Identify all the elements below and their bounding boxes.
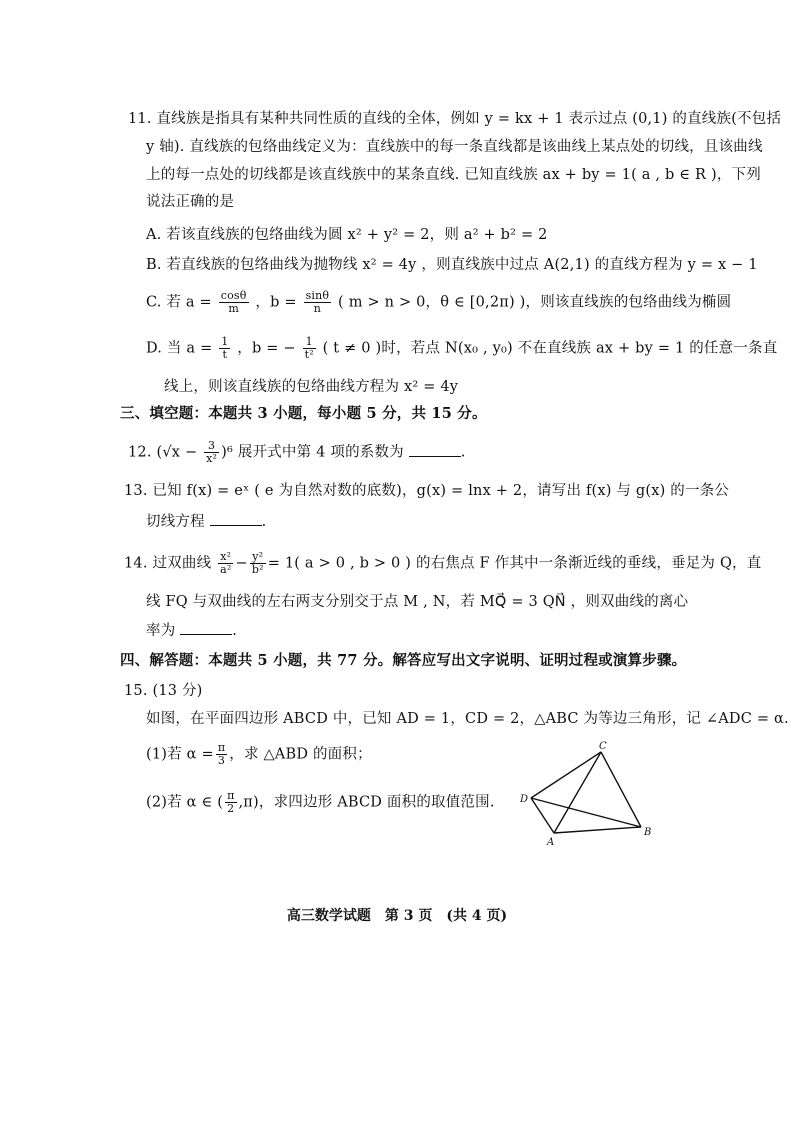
q11-option-d-line-2: 线上，则该直线族的包络曲线方程为 x² = 4y (164, 379, 459, 395)
edge-dc (531, 752, 601, 798)
section-3-heading: 三、填空题：本题共 3 小题，每小题 5 分，共 15 分。 (120, 405, 487, 422)
q14-line-3: 率为 . (146, 620, 237, 640)
quadrilateral-figure (515, 740, 665, 850)
q13-line-2: 切线方程 . (146, 511, 266, 531)
vertex-label-a: A (547, 837, 555, 848)
fraction: $\frac{\pi}{2}$ (227, 789, 235, 815)
page-footer: 高三数学试题 第 3 页 (共 4 页) (286, 908, 508, 924)
q11-option-c: C. 若 a = $\frac{\cos\theta}{m}$ ，b = $\frac{\sin\theta}{n}$ ( m > n > 0，θ ∈ [0,2π) )，则该直线族的包络曲线为椭圆 (146, 289, 732, 315)
fraction: $\frac{\text{x²}}{\text{a²}}$ (220, 550, 232, 576)
fraction: $\frac{\text{y²}}{\text{b²}}$ (251, 550, 264, 576)
q11-option-a: A. 若该直线族的包络曲线为圆 x² + y² = 2，则 a² + b² = 2 (146, 227, 548, 243)
fraction: $\frac{\cos\theta}{m}$ (220, 289, 247, 315)
q11-option-b: B. 若直线族的包络曲线为抛物线 x² = 4y ，则直线族中过点 A(2,1) 的直线方程为 y = x − 1 (146, 257, 758, 273)
q11-line-3: 上的每一点处的切线都是该直线族中的某条直线. 已知直线族 ax + by = 1( a , b ∈ R )，下列 (146, 167, 761, 183)
q11-option-d: D. 当 a = $\frac{1}{t}$ ，b = − $\frac{1}{\text{t²}}$ ( t ≠ 0 )时，若点 N(x₀ , y₀) 不在直线族 ax + by = 1 的任意一条直 (146, 335, 778, 361)
q14-line-2: 线 FQ 与双曲线的左右两支分别交于点 M , N，若 MQ⃗ = 3 QN⃗ ，则双曲线的离心 (146, 594, 689, 610)
q13-line-1: 13. 已知 f(x) = eˣ ( e 为自然对数的底数)，g(x) = lnx + 2，请写出 f(x) 与 g(x) 的一条公 (124, 483, 730, 499)
fraction: $\frac{\sin\theta}{n}$ (305, 289, 330, 315)
edge-ab (554, 827, 641, 833)
q15-heading: 15. (13 分) (124, 683, 203, 699)
vertex-label-b: B (644, 827, 652, 838)
edge-ac (554, 752, 601, 833)
q15-part-2: (2)若 α ∈ ( $\frac{\pi}{2}$ ,π)，求四边形 ABCD 面积的取值范围. (146, 789, 495, 815)
fraction: $\frac{3}{\text{x²}}$ (206, 439, 218, 465)
fraction: $\frac{\pi}{3}$ (217, 741, 226, 767)
q15-part-1: (1)若 α = $\frac{\pi}{3}$ ，求 △ABD 的面积； (146, 741, 372, 767)
answer-blank (180, 620, 232, 635)
q11-line-1: 11. 直线族是指具有某种共同性质的直线的全体，例如 y = kx + 1 表示过点 (0,1) 的直线族(不包括 (128, 111, 782, 127)
q11-line-4: 说法正确的是 (146, 194, 235, 210)
vertex-label-c: C (599, 741, 607, 752)
q12: 12. (√x − $\frac{3}{\text{x²}}$ )⁶ 展开式中第 4 项的系数为 . (128, 439, 466, 465)
vertex-label-d: D (520, 794, 529, 805)
answer-blank (210, 511, 262, 526)
q14-line-1: 14. 过双曲线 $\frac{\text{x²}}{\text{a²}}$ − $\frac{\text{y²}}{\text{b²}}$ = 1( a > 0 , b > 0 ) 的右焦点 F 作其中一条渐近线的垂线，垂足为 Q，直 (124, 550, 762, 576)
fraction: $\frac{1}{\text{t²}}$ (304, 335, 314, 361)
q15-stem: 如图，在平面四边形 ABCD 中，已知 AD = 1，CD = 2，△ABC 为等边三角形，记 ∠ADC = α. (146, 711, 789, 727)
edge-bc (601, 752, 641, 827)
answer-blank (409, 442, 461, 457)
fraction: $\frac{1}{t}$ (221, 335, 229, 361)
q11-line-2: y 轴). 直线族的包络曲线定义为：直线族中的每一条直线都是该曲线上某点处的切线，且该曲线 (146, 139, 763, 155)
section-4-heading: 四、解答题：本题共 5 小题，共 77 分。解答应写出文字说明、证明过程或演算步骤。 (120, 652, 687, 669)
